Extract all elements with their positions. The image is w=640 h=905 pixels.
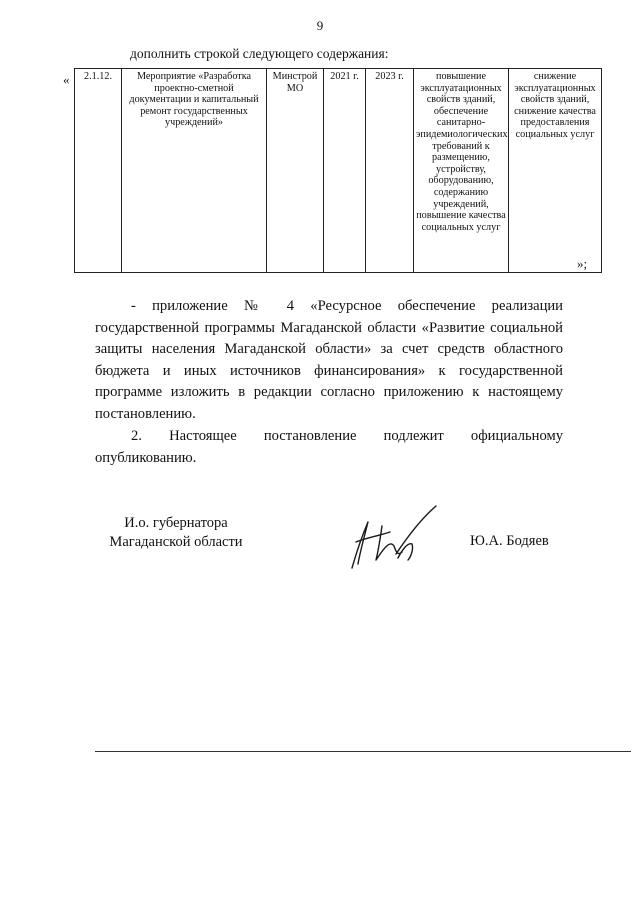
intro-text: дополнить строкой следующего содержания:: [130, 46, 389, 61]
signatory-name: Ю.А. Бодяев: [470, 533, 549, 549]
program-table: [74, 68, 602, 273]
page-number: 9: [316, 18, 324, 33]
cell-start-year: 2021 г.: [324, 69, 366, 273]
opening-quote: «: [63, 72, 70, 87]
cell-event: Мероприятие «Разработка проектно-сметной документации и капитальный ремонт государственных учреждений»: [122, 69, 267, 273]
handwritten-signature: [338, 502, 450, 574]
paragraph-appendix: - приложение № 4 «Ресурсное обеспечение реализации государственной программы Магаданской области «Развитие социальной защиты населения Магаданской области» за счет средств областного бюджета и иных источников финансирования» к государственной программе изложить в редакции согласно приложению к настоящему постановлению.: [95, 298, 563, 422]
closing-quote: »;: [577, 256, 588, 271]
cell-code: 2.1.12.: [75, 69, 122, 273]
cell-expected-result: повышение эксплуатационных свойств зданий, обеспечение санитарно-эпидемиологических требований к размещению, устройству, оборудованию, содержанию учреждений, повышение качества социальных услуг: [414, 69, 509, 273]
paragraph-publication: 2. Настоящее постановление подлежит официальному опубликованию.: [95, 428, 563, 466]
signatory-title-line2: Магаданской области: [109, 534, 243, 550]
cell-end-year: 2023 г.: [366, 69, 414, 273]
signatory-title-line1: И.о. губернатора: [124, 515, 228, 531]
table-row: [75, 69, 602, 273]
cell-executor: Минстрой МО: [267, 69, 324, 273]
signatory-title: [96, 514, 256, 552]
cell-consequence: снижение эксплуатационных свойств зданий, снижение качества предоставления социальных услуг: [509, 69, 602, 273]
footer-divider: [95, 751, 631, 752]
